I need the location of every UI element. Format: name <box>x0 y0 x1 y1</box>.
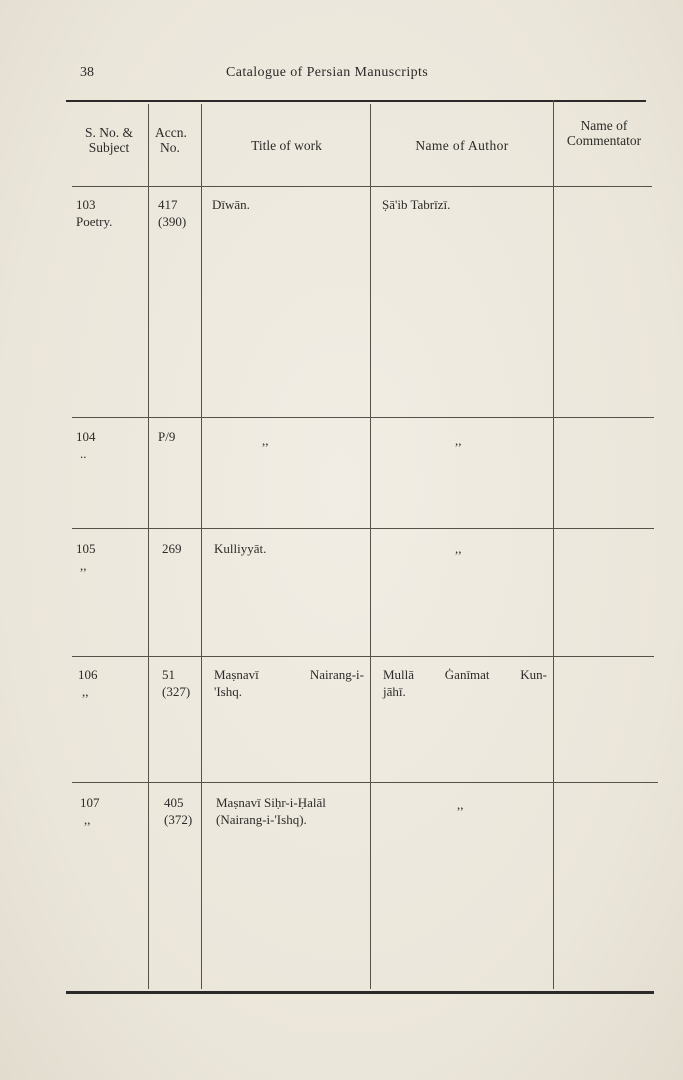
row-105-sno: 105 ,, <box>76 541 96 573</box>
col-sep-1 <box>148 104 149 989</box>
col-sep-2 <box>201 104 202 989</box>
row-105-accn: 269 <box>162 541 182 556</box>
row-103-sno: 103 Poetry. <box>76 197 113 229</box>
header-sno: S. No. & Subject <box>84 125 133 155</box>
row-separator-4 <box>72 782 658 783</box>
header-accn: Accn. No. <box>155 125 187 155</box>
top-rule <box>66 100 646 102</box>
header-title: Title of work <box>251 138 322 153</box>
header-commentator: Name of Commentator <box>566 118 642 148</box>
row-104-title: ,, <box>262 433 269 448</box>
bottom-rule <box>66 991 654 994</box>
row-104-author: ,, <box>455 433 462 448</box>
header-author: Name of Author <box>415 138 509 153</box>
row-104-accn: P/9 <box>158 429 176 444</box>
row-106-title: Maṣnavī Nairang-i- 'Ishq. <box>214 667 364 699</box>
row-105-author: ,, <box>455 541 462 556</box>
row-separator-1 <box>72 417 654 418</box>
col-sep-4 <box>553 100 554 989</box>
row-104-sno: 104 .. <box>76 429 96 461</box>
row-105-title: Kulliyyāt. <box>214 541 267 556</box>
col-sep-3 <box>370 104 371 989</box>
row-106-sno: 106 ,, <box>78 667 98 699</box>
row-103-title: Dīwān. <box>212 197 250 212</box>
row-106-accn: 51 (327) <box>162 667 191 699</box>
row-107-sno: 107 ,, <box>80 795 100 827</box>
row-106-author: Mullā Ġanīmat Kun- jāhī. <box>383 667 547 699</box>
row-107-accn: 405 (372) <box>164 795 193 827</box>
row-107-title: Maṣnavī Siḥr-i-Ḥalāl (Nairang-i-'Ishq). <box>216 795 326 827</box>
row-103-author: Ṣā'ib Tabrīzī. <box>382 197 451 212</box>
row-separator-3 <box>72 656 654 657</box>
row-107-author: ,, <box>457 797 464 812</box>
page-number: 38 <box>80 65 94 80</box>
row-103-accn: 417 (390) <box>158 197 187 229</box>
header-separator <box>72 186 652 187</box>
running-title: Catalogue of Persian Manuscripts <box>226 65 429 80</box>
page-header <box>0 62 683 86</box>
row-separator-2 <box>72 528 654 529</box>
